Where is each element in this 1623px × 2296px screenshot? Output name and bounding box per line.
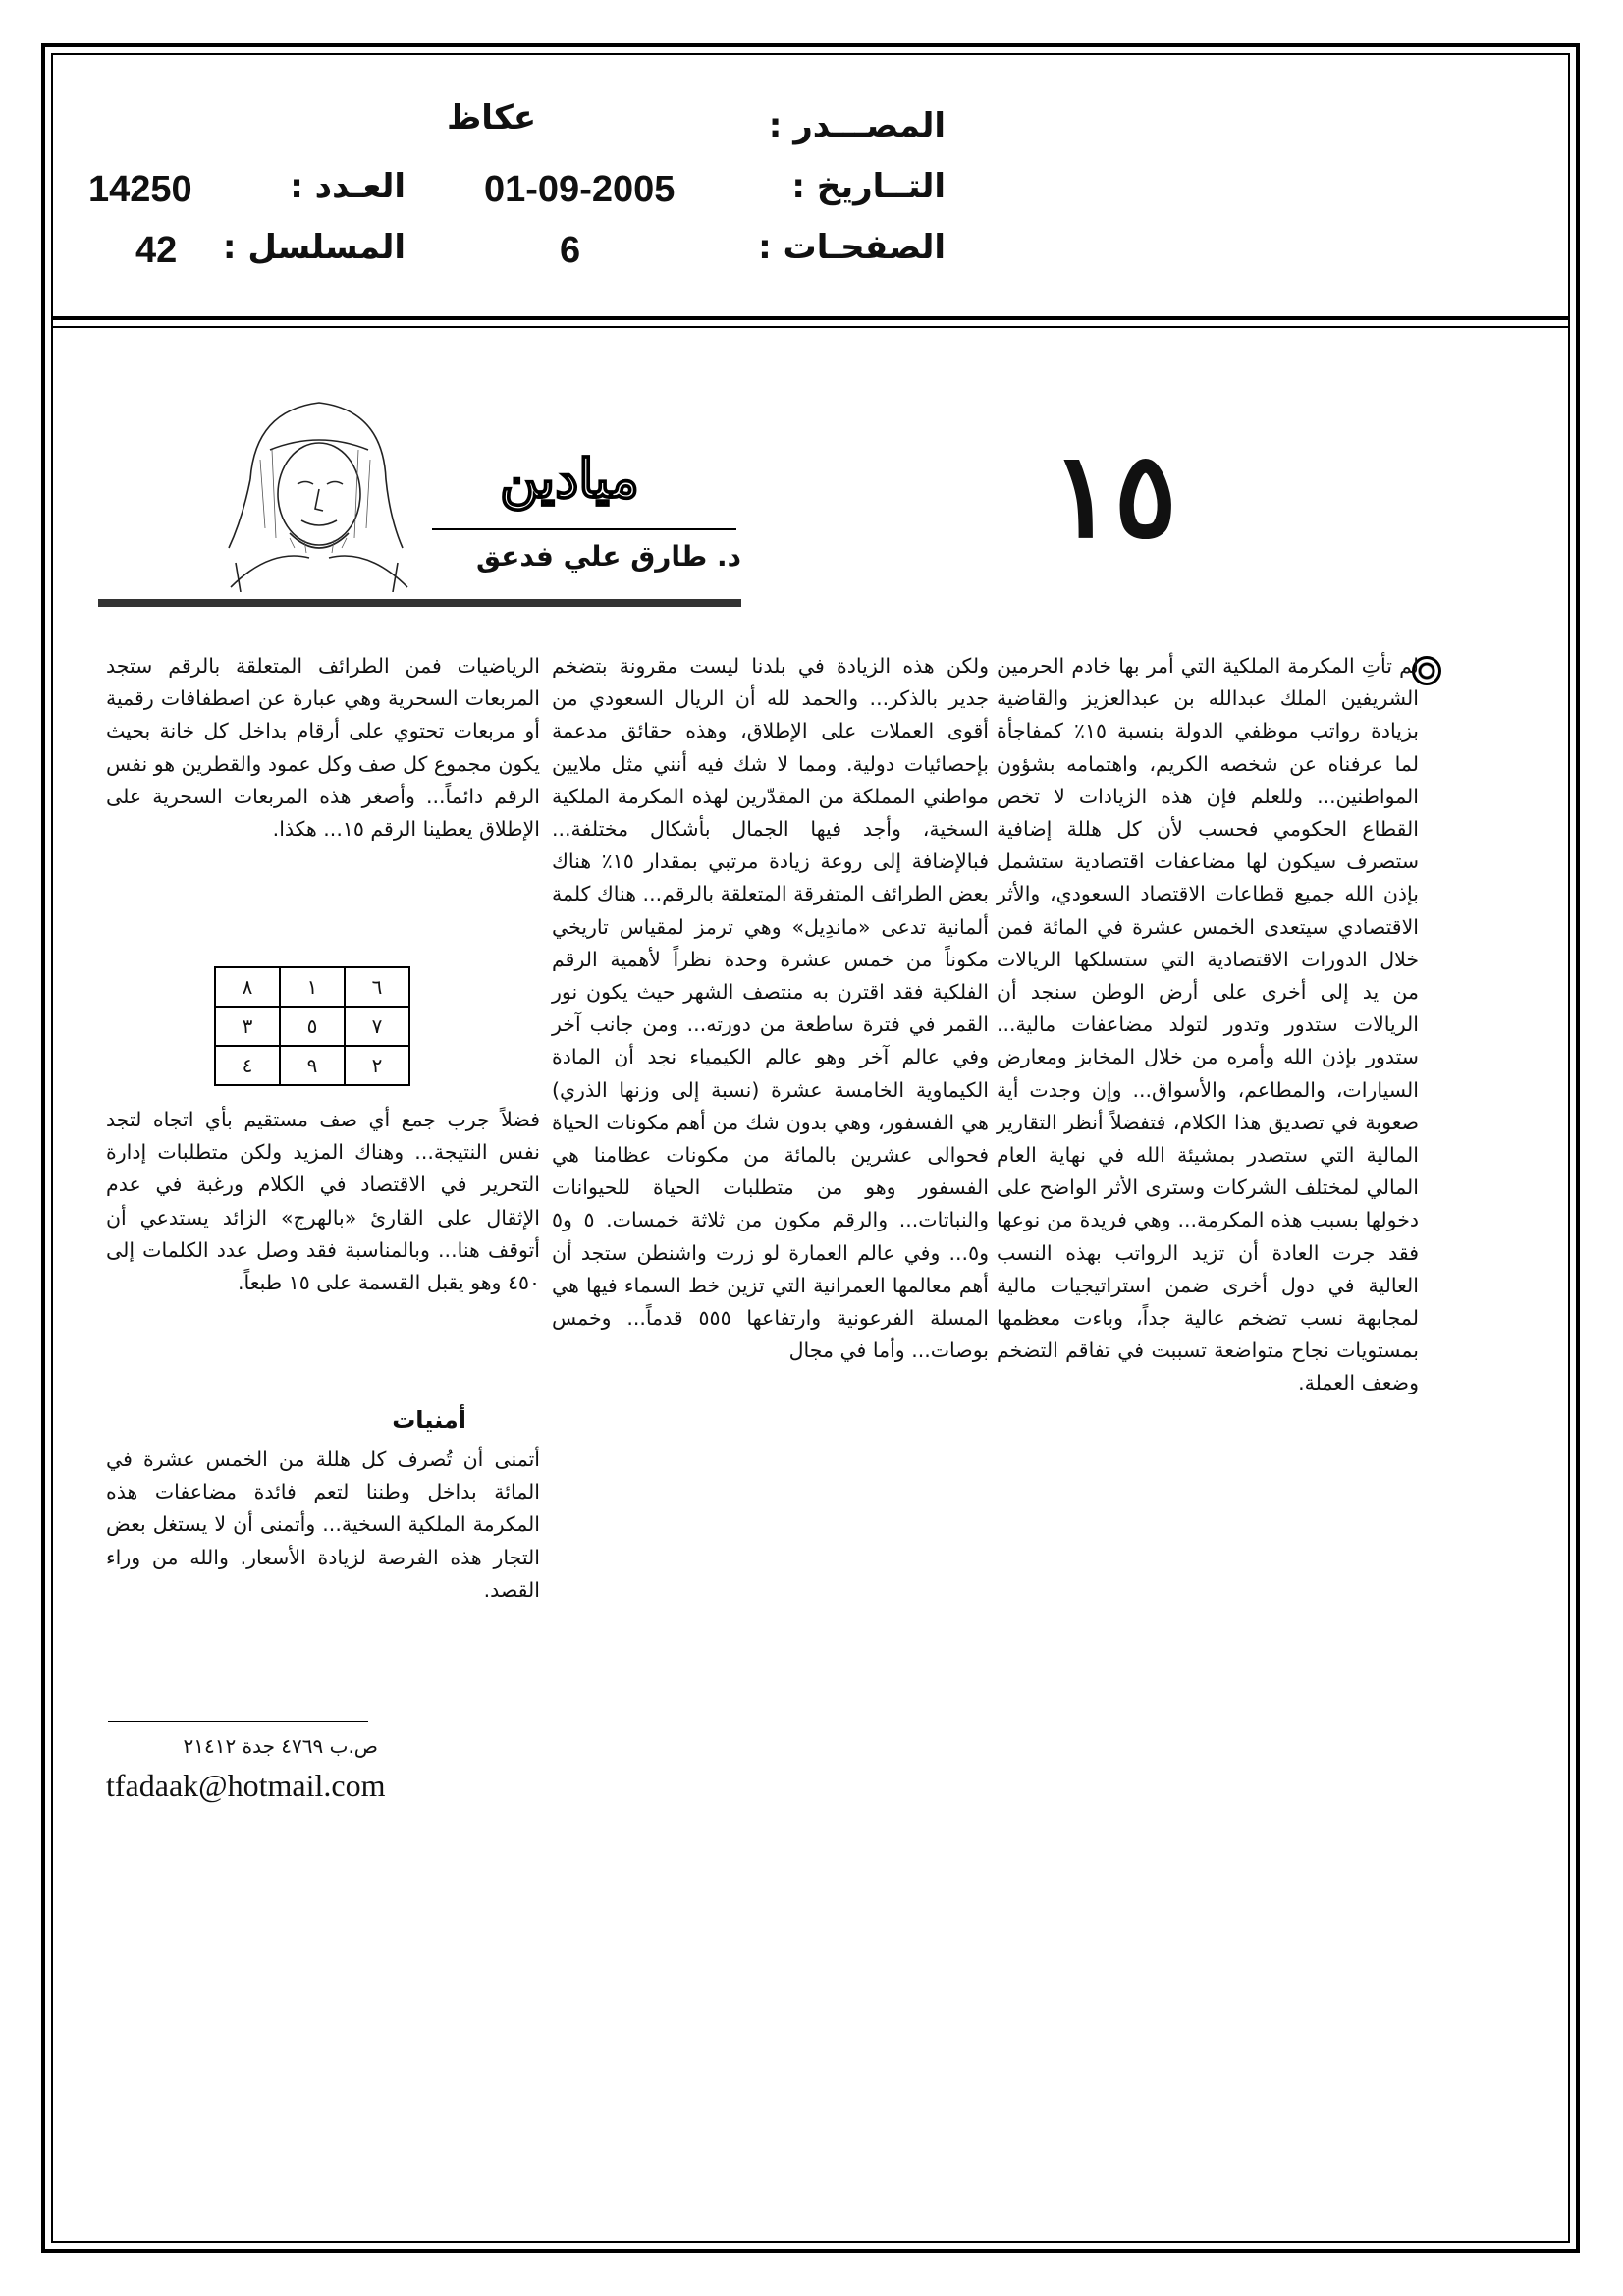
po-box: ص.ب ٤٧٦٩ جدة ٢١٤١٢: [183, 1734, 378, 1758]
issue-value: 14250: [88, 169, 192, 210]
column-number: ١٥: [1051, 426, 1177, 565]
article-paragraph: أتمنى أن تُصرف كل هللة من الخمس عشرة في المائة بداخل وطننا لتعم فائدة مضاعفات هذه المكرمة الملكية السخية... وأتمنى أن لا يستغل بعض التجار هذه الفرصة لزيادة الأسعار. والله من وراء القصد.: [106, 1448, 540, 1602]
masthead-rule: [98, 599, 741, 607]
column-title: ميادين: [500, 447, 639, 510]
pages-value: 6: [560, 230, 581, 271]
article-column-right: [997, 650, 1419, 1400]
magic-square: [214, 966, 410, 1086]
author-photo: [211, 391, 417, 592]
magic-square-row: [215, 1007, 409, 1046]
masthead-underline: [432, 528, 736, 530]
article-paragraph: لم تأتِ المكرمة الملكية التي أمر بها خادم الحرمين الشريفين الملك عبدالله بن عبدالعزيز والقاضية بزيادة رواتب موظفي الدولة بنسبة ١٥٪ كمفاجأة لما عرفناه عن شخصه الكريم، واهتمامه بشؤون المواطنين... وللعلم فإن هذه الزيادات لا تخص القطاع الحكومي فحسب لأن كل هللة إضافية ستصرف سيكون لها مضاعفات اقتصادية ستشمل بإذن الله جميع قطاعات الاقتصاد السعودي، والأثر الاقتصادي سيتعدى الخمس عشرة في المائة فمن خلال الدورات الاقتصادية التي ستسلكها الريالات من يد إلى أخرى على أرض الوطن سنجد أن الريالات ستدور وتدور لتولد مضاعفات مالية... ستدور بإذن الله وأمره من خلال المخابز ومعارض السيارات، والمطاعم، والأسواق... وإن وجدت أية صعوبة في تصديق هذا الكلام، فتفضلاً أنظر التقارير المالية التي ستصدر بمشيئة الله في نهاية العام المالي لمختلف الشركات وسترى الأثر الواضح على دخولها بسبب هذه المكرمة... وهي فريدة من نوعها فقد جرت العادة أن تزيد الرواتب بهذه النسب العالية في دول أخرى ضمن استراتيجيات مالية لمجابهة نسب تضخم عالية جداً، وباءت معظمها بمستويات نجاح متواضعة تسببت في تفاقم التضخم وضعف العملة.: [997, 654, 1419, 1395]
article-column-middle: [552, 650, 989, 1367]
magic-square-row: [215, 1046, 409, 1085]
source-label: المصـــدر :: [768, 106, 946, 145]
article-paragraph: الرياضيات فمن الطرائف المتعلقة بالرقم ستجد المربعات السحرية وهي عبارة عن اصطفافات رقمية أو مربعات تحتوي على أرقام بداخل كل خانة بحيث يكون مجموع كل صف وكل عمود والقطرين هو نفس الرقم دائماً... وأصغر هذه المربعات السحرية على الإطلاق يعطينا الرقم ١٥... هكذا.: [106, 654, 540, 842]
header-divider-thick: [51, 316, 1570, 320]
article-paragraph: ولكن هذه الزيادة في بلدنا ليست مقرونة بتضخم جدير بالذكر... والحمد لله أن الريال السعودي من أقوى العملات على الإطلاق، وهذه حقائق مدعمة بإحصائيات دولية. ومما لا شك فيه أنني مثل ملايين مواطني المملكة من المقدّرين لهذه المكرمة الملكية السخية، وأجد فيها الجمال بأشكال مختلفة... فبالإضافة إلى روعة زيادة مرتبي بمقدار ١٥٪ هناك بعض الطرائف المتفرقة المتعلقة بالرقم... هناك كلمة ألمانية تدعى «ماندِيل» وهي ترمز لمقياس تاريخي مكوناً من خمس عشرة وحدة نظراً لأهمية الرقم الفلكية فقد اقترن به منتصف الشهر حيث يكون نور القمر في فترة ساطعة من دورته... ومن جانب آخر وفي عالم آخر وهو عالم الكيمياء نجد أن المادة الكيماوية الخامسة عشرة (نسبة إلى وزنها الذري) هي الفسفور، وهي بدون شك من أهم مكونات الحياة فحوالى عشرين بالمائة من مكونات عظامنا هي الفسفور وهو من متطلبات الحياة للحيوانات والنباتات... والرقم مكون من ثلاثة خمسات. ٥ و٥ و٥... وفي عالم العمارة لو زرت واشنطن ستجد أن أهم معالمها العمرانية التي تزين خط السماء فيها هي المسلة الفرعونية وارتفاعها ٥٥٥ قدماً... وخمس بوصات... وأما في مجال: [552, 654, 989, 1363]
author-name: د. طارق علي فدعق: [475, 540, 741, 573]
magic-square-cell: ٤: [215, 1046, 280, 1085]
magic-square-cell: ٦: [345, 967, 409, 1007]
section-subheading: أمنيات: [392, 1406, 466, 1434]
date-label: التــاريخ :: [791, 167, 946, 206]
serial-label: المسلسل :: [222, 228, 406, 267]
magic-square-cell: ٧: [345, 1007, 409, 1046]
article-column-left-bottom: [106, 1444, 540, 1607]
article-paragraph: فضلاً جرب جمع أي صف مستقيم بأي اتجاه لتجد نفس النتيجة... وهناك المزيد ولكن متطلبات إدارة التحرير في الاقتصاد في الكلام ورغبة في عدم الإثقال على القارئ «بالهرج» الزائد يستدعي أن أتوقف هنا... وبالمناسبة فقد وصل عدد الكلمات إلى ٤٥٠ وهو يقبل القسمة على ١٥ طبعاً.: [106, 1108, 540, 1295]
pages-label: الصفحـات :: [758, 228, 946, 267]
signature-divider: [108, 1721, 368, 1722]
magic-square-cell: ٢: [345, 1046, 409, 1085]
serial-value: 42: [135, 230, 178, 271]
article-column-left-mid: [106, 1104, 540, 1299]
magic-square-cell: ١: [280, 967, 345, 1007]
source-value: عكاظ: [447, 98, 537, 137]
magic-square-cell: ٣: [215, 1007, 280, 1046]
author-email: tfadaak@hotmail.com: [106, 1768, 386, 1803]
article-column-left-top: [106, 650, 540, 846]
date-value: 01-09-2005: [484, 169, 676, 210]
magic-square-cell: ٥: [280, 1007, 345, 1046]
magic-square-row: [215, 967, 409, 1007]
issue-label: العـدد :: [290, 167, 406, 206]
magic-square-cell: ٩: [280, 1046, 345, 1085]
header-divider-thin: [51, 326, 1570, 328]
magic-square-cell: ٨: [215, 967, 280, 1007]
